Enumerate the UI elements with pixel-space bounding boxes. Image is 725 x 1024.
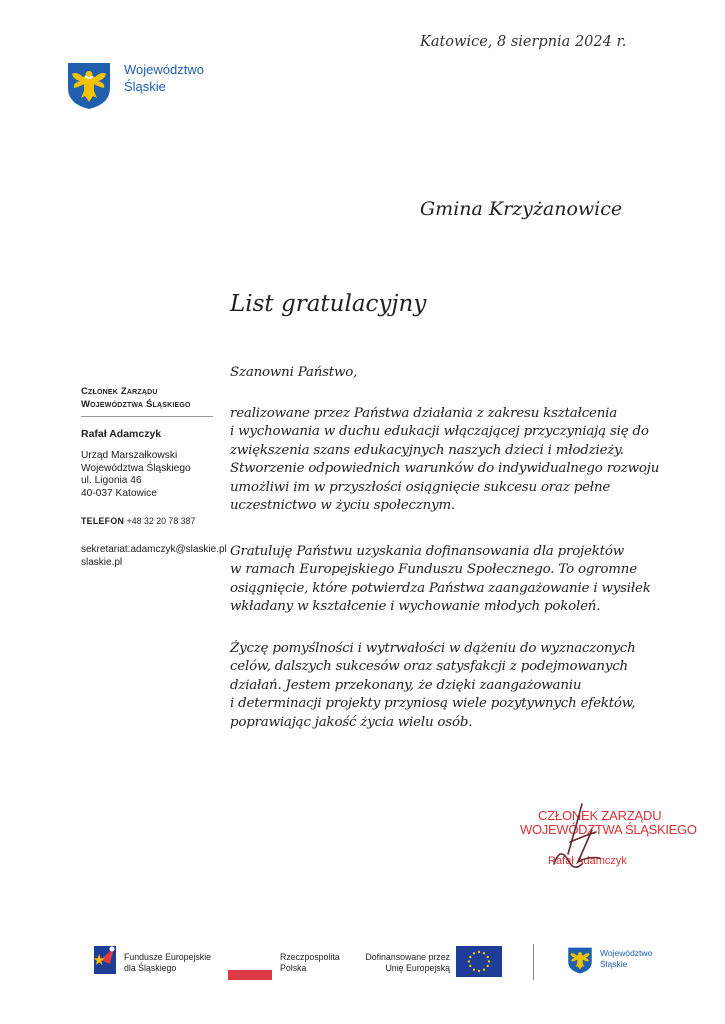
- paragraph-line: realizowane przez Państwa działania z zakresu kształcenia: [230, 406, 618, 421]
- paragraph-line: uczestnictwo w życiu społecznym.: [230, 498, 455, 514]
- sender-contact: [81, 544, 231, 570]
- eu-funds-label: [124, 952, 234, 974]
- eu-funds-star-icon: [92, 942, 118, 976]
- sidebar-divider: [81, 416, 213, 417]
- paragraph-line: umożliwi im w przyszłości osiągnięcie sukcesu oraz pełne: [230, 479, 611, 495]
- sender-role: [81, 385, 221, 411]
- stamp-line: Rafał Adamczyk: [548, 855, 627, 867]
- phone-label: TELEFON: [81, 516, 125, 526]
- stamp-line: WOJEWÓDZTWA ŚLĄSKIEGO: [520, 822, 697, 837]
- eu-flag-icon: [456, 946, 502, 977]
- paragraph-line: i determinacji projekty przyniosą wiele pozytywnych efektów,: [230, 696, 636, 712]
- official-stamp: [508, 802, 697, 882]
- phone-number[interactable]: +48 32 20 78 387: [126, 516, 196, 526]
- paragraph-line: osiągnięcie, które potwierdza Państwa zaangażowanie i wysiłek: [230, 580, 651, 596]
- salutation: Szanowni Państwo,: [230, 365, 358, 380]
- paragraph-line: w ramach Europejskiego Funduszu Społecznego. To ogromne: [230, 562, 637, 578]
- paragraph-2: [230, 543, 675, 617]
- address-line: Urząd Marszałkowski: [81, 450, 178, 461]
- paragraph-line: Życzę pomyślności i wytrwałości w dążeniu do wyznaczonych: [230, 641, 636, 656]
- org-name: [124, 61, 234, 95]
- paragraph-3: [230, 640, 675, 732]
- document-title: List gratulacyjny: [230, 291, 427, 317]
- stamp-line: CZŁONEK ZARZĄDU: [538, 808, 662, 823]
- footer-org-line: Województwo: [600, 948, 653, 958]
- eu-cofinanced-line: Dofinansowane przez: [365, 952, 450, 962]
- email-link[interactable]: sekretariat.adamczyk@slaskie.pl: [81, 544, 227, 555]
- paragraph-line: działań. Jestem przekonany, że dzięki zaangażowaniu: [230, 677, 582, 693]
- org-name-line: Województwo: [124, 62, 204, 77]
- paragraph-line: zwiększenia szans edukacyjnych naszych dzieci i młodzieży.: [230, 442, 624, 458]
- address-line: ul. Ligonia 46: [81, 475, 142, 487]
- org-name-line: Śląskie: [124, 79, 166, 94]
- paragraph-line: i wychowania w duchu edukacji włączającej przyczyniają się do: [230, 424, 649, 440]
- poland-line: Polska: [280, 963, 307, 973]
- date-line: Katowice, 8 sierpnia 2024 r.: [420, 34, 627, 50]
- footer-divider: [533, 944, 534, 980]
- footer-org-line: Śląskie: [600, 958, 628, 969]
- poland-flag-icon: [228, 960, 272, 980]
- sender-phone: [81, 516, 231, 526]
- silesia-eagle-crest-icon: [64, 60, 114, 110]
- handwritten-signature: [508, 802, 688, 882]
- footer-org-name: [600, 948, 680, 969]
- poland-line: Rzeczpospolita: [280, 952, 340, 962]
- paragraph-line: Gratuluję Państwu uzyskania dofinansowania dla projektów: [230, 544, 624, 559]
- eu-funds-line: Fundusze Europejskie: [124, 952, 212, 962]
- sender-role-line: Członek Zarządu: [81, 386, 158, 397]
- sender-role-line: Województwa Śląskiego: [81, 399, 191, 410]
- paragraph-line: celów, dalszych sukcesów oraz satysfakcji z podejmowanych: [230, 659, 628, 675]
- paragraph-line: poprawiając jakość życia wielu osób.: [230, 714, 473, 730]
- address-line: 40-037 Katowice: [81, 487, 157, 499]
- recipient: Gmina Krzyżanowice: [420, 198, 623, 220]
- address-line: Województwa Śląskiego: [81, 462, 191, 474]
- silesia-eagle-crest-icon: [566, 945, 594, 975]
- eu-funds-line: dla Śląskiego: [124, 963, 177, 973]
- paragraph-line: wkładany w kształcenie i wychowanie młodych pokoleń.: [230, 599, 601, 615]
- paragraph-line: Stworzenie odpowiednich warunków do indywidualnego rozwoju: [230, 461, 660, 477]
- sender-address: [81, 450, 221, 500]
- website-link[interactable]: slaskie.pl: [81, 556, 123, 568]
- eu-cofinanced-label: [360, 952, 450, 974]
- eu-cofinanced-line: Unię Europejską: [385, 963, 450, 973]
- paragraph-1: [230, 405, 675, 515]
- sender-name: Rafał Adamczyk: [81, 428, 162, 440]
